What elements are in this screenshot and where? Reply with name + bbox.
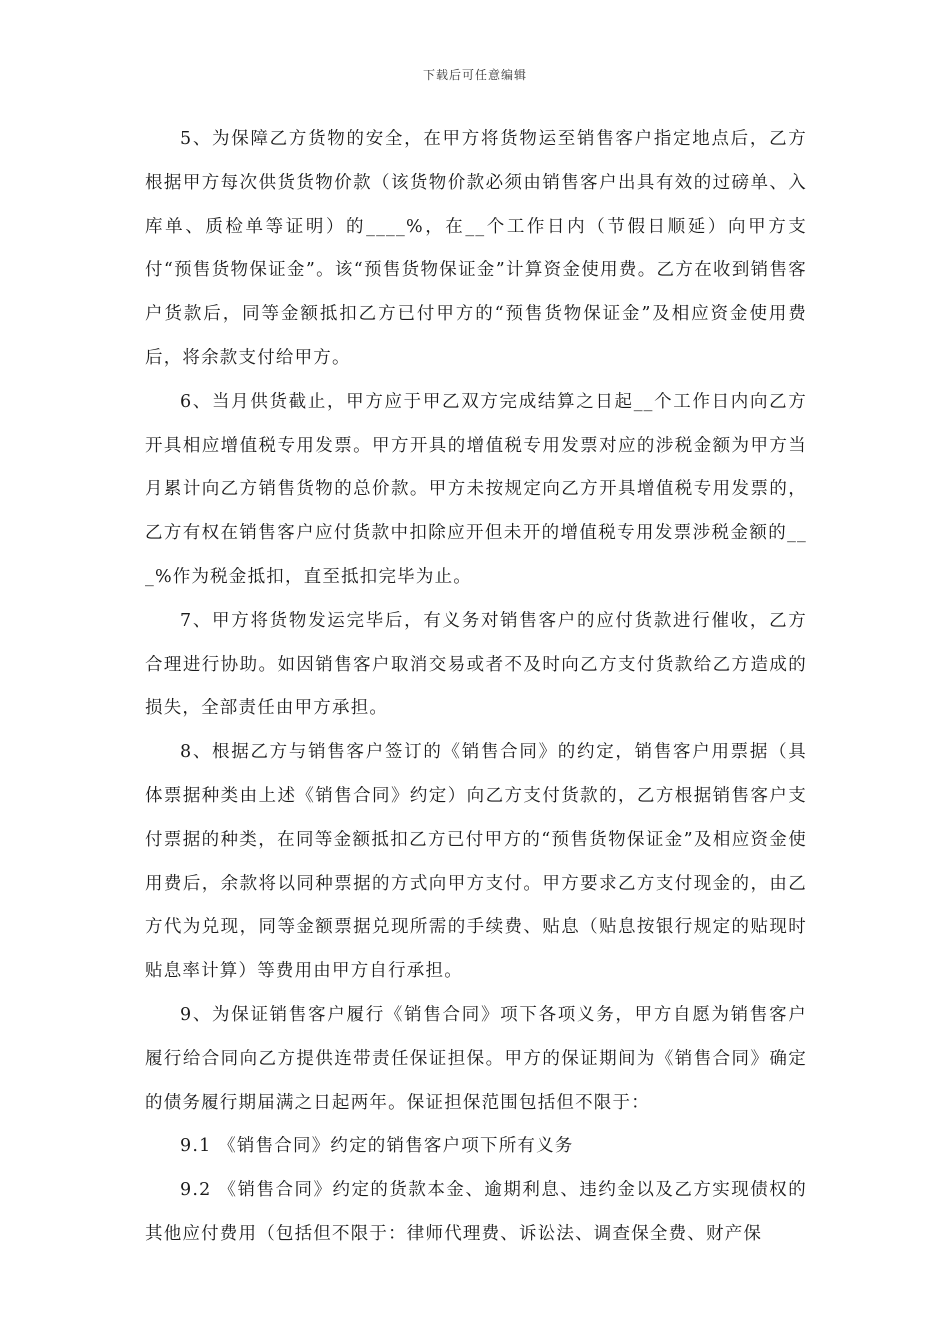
clause-8: 8、根据乙方与销售客户签订的《销售合同》的约定，销售客户用票据（具体票据种类由上述《销售合同》约定）向乙方支付货款的，乙方根据销售客户支付票据的种类，在同等金额抵扣乙方已付甲方的“预售货物保证金”及相应资金使用费后，余款将以同种票据的方式向甲方支付。甲方要求乙方支付现金的，由乙方代为兑现，同等金额票据兑现所需的手续费、贴息（贴息按银行规定的贴现时贴息率计算）等费用由甲方自行承担。 (145, 742, 807, 982)
clause-9: 9、为保证销售客户履行《销售合同》项下各项义务，甲方自愿为销售客户履行给合同向乙方提供连带责任保证担保。甲方的保证期间为《销售合同》确定的债务履行期届满之日起两年。保证担保范围包括但不限于： (145, 1004, 807, 1113)
clause-5: 5、为保障乙方货物的安全，在甲方将货物运至销售客户指定地点后，乙方根据甲方每次供货货物价款（该货物价款必须由销售客户出具有效的过磅单、入库单、质检单等证明）的____%，在__个工作日内（节假日顺延）向甲方支付“预售货物保证金”。该“预售货物保证金”计算资金使用费。乙方在收到销售客户货款后，同等金额抵扣乙方已付甲方的“预售货物保证金”及相应资金使用费后，将余款支付给甲方。 (145, 129, 807, 368)
page-header-note: 下载后可任意编辑 (422, 68, 527, 82)
clause-7: 7、甲方将货物发运完毕后，有义务对销售客户的应付货款进行催收，乙方合理进行协助。如因销售客户取消交易或者不及时向乙方支付货款给乙方造成的损失，全部责任由甲方承担。 (145, 610, 807, 719)
clause-9-1: 9.1 《销售合同》约定的销售客户项下所有义务 (180, 1136, 574, 1157)
clause-6: 6、当月供货截止，甲方应于甲乙双方完成结算之日起__个工作日内向乙方开具相应增值税专用发票。甲方开具的增值税专用发票对应的涉税金额为甲方当月累计向乙方销售货物的总价款。甲方未按规定向乙方开具增值税专用发票的，乙方有权在销售客户应付货款中扣除应开但未开的增值税专用发票涉税金额的___%作为税金抵扣，直至抵扣完毕为止。 (145, 391, 807, 587)
clause-9-2: 9.2 《销售合同》约定的货款本金、逾期利息、违约金以及乙方实现债权的其他应付费用（包括但不限于：律师代理费、诉讼法、调查保全费、财产保 (145, 1180, 807, 1244)
document-body (145, 118, 807, 1257)
